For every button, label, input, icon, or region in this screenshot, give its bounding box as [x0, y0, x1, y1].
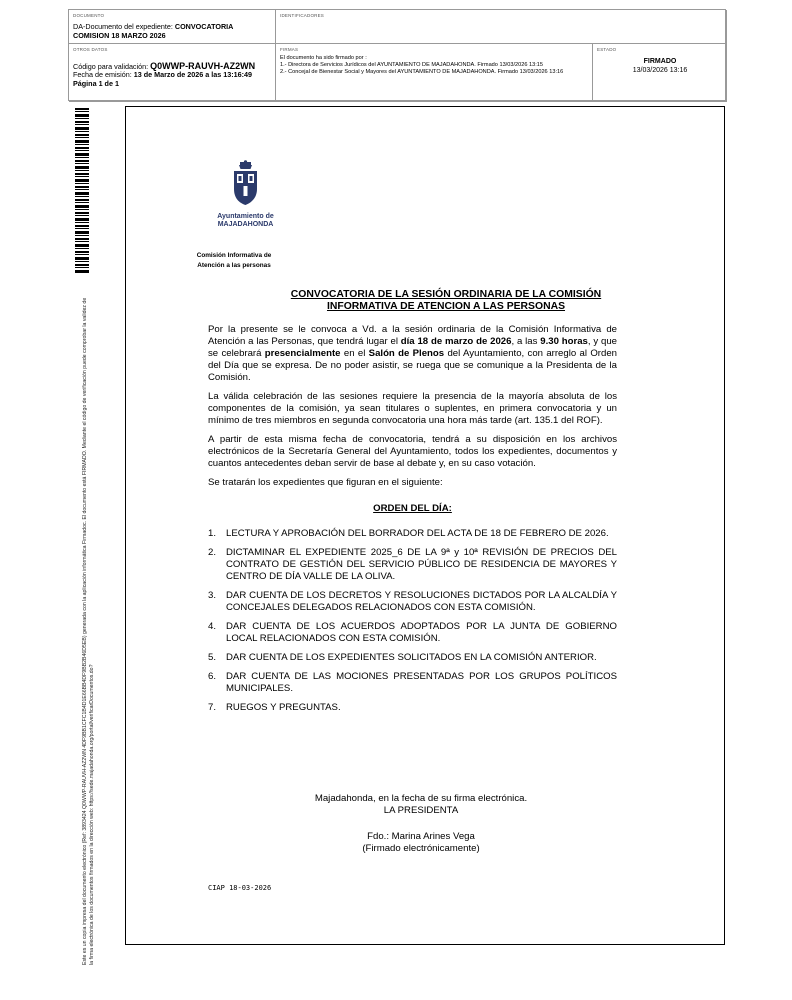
documento-label: DOCUMENTO — [73, 13, 105, 18]
signature-place: Majadahonda, en la fecha de su firma electrónica. — [314, 793, 528, 804]
signature-role: LA PRESIDENTA — [383, 804, 459, 816]
barcode — [75, 108, 89, 274]
firma-1: 1.- Directora de Servicios Jurídicos del AYUNTAMIENTO DE MAJADAHONDA. Firmado 13/03/2026 13:15 — [280, 62, 544, 69]
status-badge: FIRMADO — [643, 58, 677, 65]
agenda-item: 5. DAR CUENTA DE LOS EXPEDIENTES SOLICITADOS EN LA COMISIÓN ANTERIOR. — [208, 652, 597, 663]
document-title: CONVOCATORIA DE LA SESIÓN ORDINARIA DE LA COMISIÓN INFORMATIVA DE ATENCION A LAS PERSONAS — [290, 289, 602, 312]
agenda-list — [208, 528, 617, 714]
status-date: 13/03/2026 13:16 — [632, 67, 688, 74]
signature-block — [208, 793, 634, 854]
agenda-item: 2. DICTAMINAR EL EXPEDIENTE 2025_6 DE LA 9ª y 10ª REVISIÓN DE PRECIOS DEL CONTRATO DE GESTIÓN DEL SERVICIO PÚBLICO DE RESIDENCIA DE MAYORES Y CENTRO DE DÍA VALLE DE LA OLIVA. — [208, 547, 617, 582]
otros-datos-label: OTROS DATOS — [73, 47, 108, 52]
comision-line-1: Comisión Informativa de — [196, 252, 272, 259]
firmas-label: FIRMAS — [280, 47, 299, 52]
signature-name: Fdo.: Marina Arines Vega — [367, 831, 475, 842]
firma-2: 2.- Concejal de Bienestar Social y Mayores del AYUNTAMIENTO DE MAJADAHONDA. Firmado 13/03/2026 13:16 — [280, 69, 564, 76]
estado-label: ESTADO — [597, 47, 617, 52]
document-body — [208, 324, 617, 721]
verification-side-text: Este es un copia impresa del documento electrónico (Ref: 3893424 Q0WWP-RAUVH-AZ2WN 4DF9BB1CFC1B4D1E66BB4DF9BB2B46D5EB) generada con la aplicación informática Firmadoc. El documento está FIRMADO. Mediante el código de verificación puede comprobar la validez de la firma electrónica de los documentos firmados en la dirección web: https://sede.majadahonda.org/portal/verificarDocumentos.do? — [82, 297, 95, 965]
estado-cell — [593, 44, 727, 102]
logo-line-2: MAJADAHONDA — [217, 220, 274, 228]
validation-code: Q0WWP-RAUVH-AZ2WN — [150, 61, 256, 71]
signature-note: (Firmado electrónicamente) — [362, 842, 480, 854]
paragraph-convocatoria: Por la presente se le convoca a Vd. a la sesión ordinaria de la Comisión Informativa de Atención a las Personas, que tendrá lugar el día 18 de marzo de 2026, a las 9.30 horas, y que se celebrará presencialmente en el Salón de Plenos del Ayuntamiento, con arreglo al Orden del Día que se expresa. De no poder asistir, se ruega que se comunique a la Presidenta de la Comisión. — [208, 324, 618, 383]
firmas-intro: El documento ha sido firmado por : — [280, 55, 367, 61]
comision-line-2: Atención a las personas — [197, 262, 271, 269]
agenda-item: 7. RUEGOS Y PREGUNTAS. — [208, 702, 341, 713]
documento-cell — [69, 10, 276, 44]
documento-name: CONVOCATORIA COMISION 18 MARZO 2026 — [73, 22, 234, 40]
agenda-item: 3. DAR CUENTA DE LOS DECRETOS Y RESOLUCIONES DICTADOS POR LA ALCALDÍA Y CONCEJALES DELEGADOS RELACIONADOS CON ESTA COMISIÓN. — [208, 590, 617, 613]
firmas-cell — [276, 44, 593, 102]
agenda-item: 1. LECTURA Y APROBACIÓN DEL BORRADOR DEL ACTA DE 18 DE FEBRERO DE 2026. — [208, 528, 609, 539]
agenda-item: 6. DAR CUENTA DE LAS MOCIONES PRESENTADAS POR LOS GRUPOS POLÍTICOS MUNICIPALES. — [208, 671, 617, 694]
emission-date: 13 de Marzo de 2026 a las 13:16:49 — [133, 70, 252, 80]
footer-code: CIAP 18-03-2026 — [208, 884, 272, 892]
paragraph-quorum: La válida celebración de las sesiones requiere la presencia de la mayoría absoluta de los componentes de la comisión, ya sean titulares o suplentes, en primera convocatoria y un mínimo de tres miembros en segunda convocatoria una hora más tarde (art. 135.1 del ROF). — [208, 391, 617, 426]
documento-prefix: DA-Documento del expediente: — [73, 22, 175, 31]
orden-del-dia-title: ORDEN DEL DÍA: — [373, 503, 452, 514]
codigo-prefix: Código para validación: — [73, 62, 151, 71]
identificadores-label: IDENTIFICADORES — [280, 13, 325, 18]
city-logo — [213, 160, 278, 228]
identificadores-cell — [276, 10, 727, 44]
fecha-prefix: Fecha de emisión: — [73, 70, 134, 80]
agenda-item: 4. DAR CUENTA DE LOS ACUERDOS ADOPTADOS POR LA JUNTA DE GOBIERNO LOCAL RELACIONADOS CON ESTA COMISIÓN. — [208, 621, 617, 644]
signature-header — [68, 9, 726, 101]
comision-heading — [196, 251, 272, 271]
coat-of-arms-icon — [213, 160, 278, 206]
page-count: Página 1 de 1 — [73, 78, 119, 88]
otros-datos-cell — [69, 44, 276, 102]
paragraph-intro-orden: Se tratarán los expedientes que figuran en el siguiente: — [208, 477, 443, 488]
paragraph-expedientes: A partir de esta misma fecha de convocatoria, tendrá a su disposición en los archivos electrónicos de la Secretaría General del Ayuntamiento, todos los expedientes, documentos y cuantos antecedentes deban servir de base al debate y, en su caso votación. — [208, 434, 617, 469]
logo-line-1: Ayuntamiento de — [217, 213, 274, 220]
